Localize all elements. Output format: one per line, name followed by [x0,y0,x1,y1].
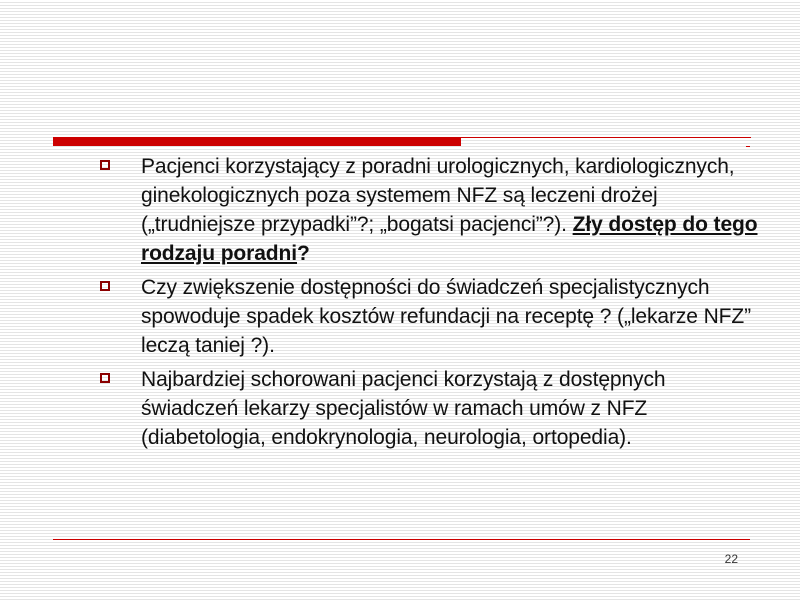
title-divider-thick [53,137,461,146]
bullet-list [96,152,766,457]
title-divider-tick [746,146,750,147]
hollow-square-bullet-icon [100,281,110,291]
bullet-item-3 [96,365,766,452]
hollow-square-bullet-icon [100,160,110,170]
footer-divider [53,539,750,540]
bullet-emphasis-1: Zły dostęp do tego rodzaju poradni [141,213,758,265]
bullet-item-2 [96,273,766,360]
bullet-text-2: Czy zwiększenie dostępności do świadczeń specjalistycznych spowoduje spadek kosztów refundacji na receptę ? („lekarze NFZ” leczą taniej ?). [141,276,751,357]
bullet-text-3: Najbardziej schorowani pacjenci korzystają z dostępnych świadczeń lekarzy specjalistów w ramach umów z NFZ (diabetologia, endokrynologia, neurologia, ortopedia). [141,368,666,449]
bullet-text-1: Pacjenci korzystający z poradni urologicznych, kardiologicznych, ginekologicznych poza systemem NFZ są leczeni drożej („trudniejsze przypadki”?; „bogatsi pacjenci”?). [141,155,735,236]
title-divider-thin [461,137,751,138]
bullet-item-1 [96,152,766,268]
bullet-emphasis-tail-1: ? [297,242,310,265]
hollow-square-bullet-icon [100,373,110,383]
page-number: 22 [724,552,738,566]
